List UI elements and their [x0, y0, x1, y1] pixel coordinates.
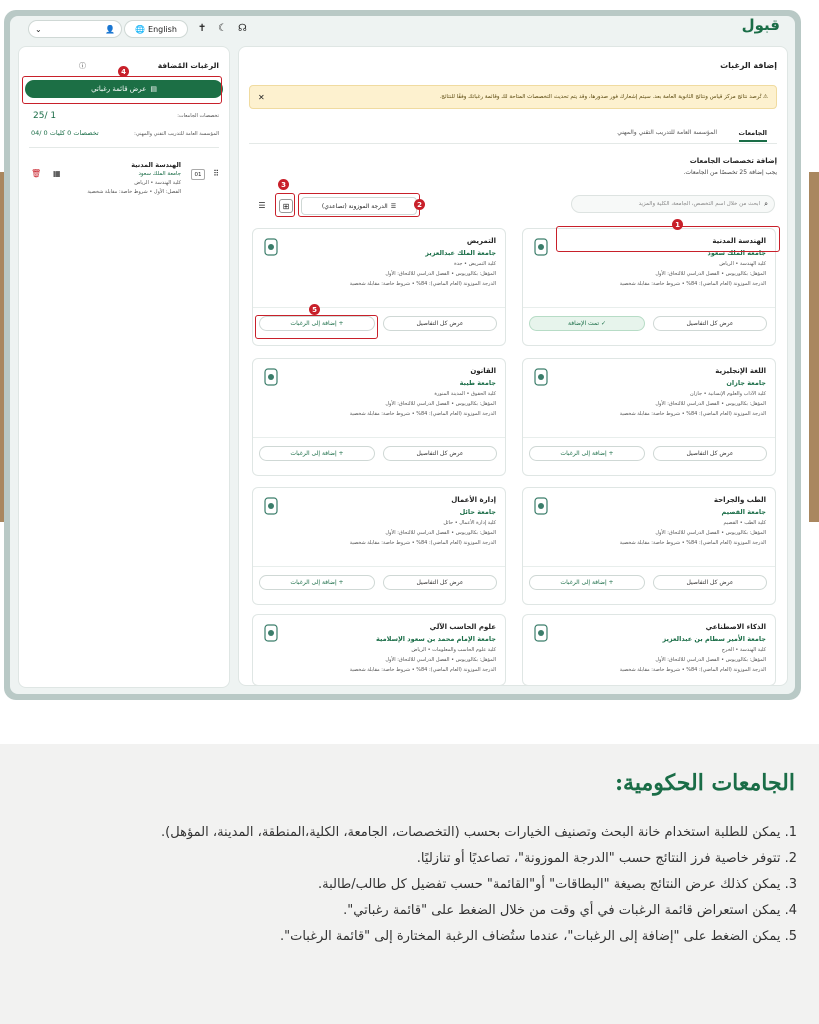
delete-icon[interactable]: 🗑 — [31, 169, 42, 178]
card-location: كلية إدارة الأعمال • حائل — [443, 520, 496, 526]
tvtc-count: تخصصات 0 كليات 0 /04 — [31, 129, 99, 137]
badge-2: 2 — [414, 199, 425, 210]
card-qualification: المؤهل: بكالوريوس • الفصل الدراسي للالتحاق: الأول — [385, 657, 496, 663]
list-icon: ▤ — [150, 85, 157, 93]
card-score: الدرجة الموزونة (العام الماضي): 84% • شروط خاصة: مقابلة شخصية — [619, 411, 766, 417]
dark-mode-icon[interactable]: ☾ — [218, 23, 227, 34]
badge-5: 5 — [309, 304, 320, 315]
instruction-item: 2. تتوفر خاصية فرز النتائج حسب "الدرجة الموزونة"، تصاعديًا أو تنازليًا. — [416, 851, 797, 866]
add-to-wishlist-button[interactable]: + إضافة إلى الرغبات — [259, 316, 375, 331]
card-university: جامعة جازان — [726, 379, 766, 387]
view-wishlist-button[interactable]: ▤ عرض قائمة رغباتي — [25, 80, 223, 98]
alert-text: ⚠ تُرصد نتائج مركز قياس ونتائج الثانوية العامة بعد. سيتم إشعارك فور صدورها، وقد يتم تحديث التخصصات المتاحة لك وقائمة رغباتك وفقًا للنتائج. — [439, 94, 768, 100]
close-icon[interactable]: ✕ — [258, 92, 265, 102]
card-university: جامعة الملك عبدالعزيز — [425, 249, 496, 257]
card-university: جامعة الأمير سطام بن عبدالعزيز — [662, 635, 766, 643]
instruction-item: 4. يمكن استعراض قائمة الرغبات في أي وقت من خلال الضغط على "قائمة رغباتي". — [343, 903, 797, 918]
instructions-section — [0, 744, 819, 1024]
search-input[interactable]: ⌕ ابحث من خلال اسم التخصص، الجامعة، الكلية والمزيد — [571, 195, 775, 213]
view-details-button[interactable]: عرض كل التفاصيل — [383, 575, 497, 590]
card-title: اللغة الإنجليزية — [715, 367, 766, 375]
card-location: كلية الهندسة • الخرج — [721, 647, 766, 653]
university-logo-icon — [263, 496, 279, 516]
card-qualification: المؤهل: بكالوريوس • الفصل الدراسي للالتحاق: الأول — [385, 530, 496, 536]
university-logo-icon — [263, 623, 279, 643]
university-logo-icon — [533, 367, 549, 387]
wishlist-item-meta: الفصل: الأول • شروط خاصة: مقابلة شخصية — [87, 189, 181, 195]
university-logo-icon — [263, 237, 279, 257]
badge-1: 1 — [672, 219, 683, 230]
highlight-2 — [298, 193, 420, 217]
rank-badge: 01 — [191, 169, 205, 180]
highlight-3 — [275, 193, 295, 217]
wishlist-sidebar — [18, 46, 230, 688]
alert-banner — [249, 85, 777, 109]
result-card — [522, 358, 776, 476]
drag-handle-icon[interactable]: ⠿ — [213, 169, 219, 178]
card-score: الدرجة الموزونة (العام الماضي): 84% • شروط خاصة: مقابلة شخصية — [619, 281, 766, 287]
highlight-1 — [556, 226, 780, 252]
card-location: كلية التمريض • جدة — [454, 261, 496, 267]
list-view-button[interactable]: ☰ — [258, 201, 266, 210]
wishlist-item-title: الهندسة المدنية — [131, 161, 181, 169]
logo: قبول — [741, 16, 780, 34]
language-button[interactable] — [124, 20, 188, 38]
tvtc-label: المؤسسة العامة للتدريب التقني والمهني: — [134, 131, 219, 137]
instruction-item: 5. يمكن الضغط على "إضافة إلى الرغبات"، عندما ستُضاف الرغبة المختارة إلى "قائمة الرغبات". — [279, 929, 797, 944]
card-score: الدرجة الموزونة (العام الماضي): 84% • شروط خاصة: مقابلة شخصية — [349, 411, 496, 417]
user-icon: 👤 — [105, 24, 115, 34]
view-details-button[interactable]: عرض كل التفاصيل — [383, 316, 497, 331]
view-details-button[interactable]: عرض كل التفاصيل — [653, 446, 767, 461]
view-details-button[interactable]: عرض كل التفاصيل — [383, 446, 497, 461]
tab-tvtc[interactable]: المؤسسة العامة للتدريب التقني والمهني — [617, 129, 717, 136]
card-university: جامعة الملك سعود — [707, 249, 766, 257]
result-card — [522, 614, 776, 686]
wishlist-item-uni: جامعة الملك سعود — [138, 171, 181, 177]
card-score: الدرجة الموزونة (العام الماضي): 84% • شروط خاصة: مقابلة شخصية — [619, 540, 766, 546]
highlight-4 — [22, 76, 222, 104]
card-score: الدرجة الموزونة (العام الماضي): 84% • شروط خاصة: مقابلة شخصية — [349, 667, 496, 673]
university-logo-icon — [533, 496, 549, 516]
card-title: الطب والجراحة — [713, 496, 766, 504]
card-university: جامعة الإمام محمد بن سعود الإسلامية — [376, 635, 496, 643]
view-details-button[interactable]: عرض كل التفاصيل — [653, 316, 767, 331]
wishlist-item[interactable] — [29, 159, 219, 207]
card-university: جامعة القصيم — [721, 508, 766, 516]
card-score: الدرجة الموزونة (العام الماضي): 84% • شروط خاصة: مقابلة شخصية — [349, 540, 496, 546]
highlight-5 — [255, 315, 378, 339]
globe-icon: 🌐 — [135, 24, 146, 34]
instructions-list — [14, 820, 797, 950]
calendar-icon[interactable]: ▦ — [53, 169, 61, 178]
card-qualification: المؤهل: بكالوريوس • الفصل الدراسي للالتحاق: الأول — [655, 271, 766, 277]
instructions-heading: الجامعات الحكومية: — [614, 770, 795, 796]
badge-4: 4 — [118, 66, 129, 77]
card-university: جامعة حائل — [459, 508, 496, 516]
add-to-wishlist-button[interactable]: + إضافة إلى الرغبات — [529, 446, 645, 461]
card-score: الدرجة الموزونة (العام الماضي): 84% • شروط خاصة: مقابلة شخصية — [619, 667, 766, 673]
result-card — [252, 614, 506, 686]
instruction-item: 1. يمكن للطلبة استخدام خانة البحث وتصنيف الخيارات بحسب (التخصصات، الجامعة، الكلية،المنطقة، المدينة، المؤهل). — [161, 825, 797, 840]
section-title: إضافة تخصصات الجامعات — [689, 157, 777, 165]
card-qualification: المؤهل: بكالوريوس • الفصل الدراسي للالتحاق: الأول — [385, 401, 496, 407]
sort-icon: ☰ — [390, 202, 397, 210]
card-location: كلية الحقوق • المدينة المنورة — [434, 391, 496, 397]
grid-view-button[interactable]: ⊞ — [279, 199, 293, 213]
card-title: الذكاء الاصطناعي — [705, 623, 766, 631]
card-qualification: المؤهل: بكالوريوس • الفصل الدراسي للالتحاق: الأول — [655, 401, 766, 407]
search-icon: ⌕ — [764, 199, 768, 208]
university-logo-icon — [533, 237, 549, 257]
card-title: التمريض — [466, 237, 496, 245]
card-location: كلية علوم الحاسب والمعلومات • الرياض — [411, 647, 496, 653]
result-card — [252, 487, 506, 605]
user-dropdown[interactable] — [28, 20, 122, 38]
card-qualification: المؤهل: بكالوريوس • الفصل الدراسي للالتحاق: الأول — [385, 271, 496, 277]
card-location: كلية الآداب والعلوم الإنسانية • جازان — [689, 391, 766, 397]
instruction-item: 3. يمكن كذلك عرض النتائج بصيغة "البطاقات" أو"القائمة" حسب تفضيل كل طالب/طالبة. — [317, 877, 797, 892]
university-logo-icon — [533, 623, 549, 643]
uni-count-label: تخصصات الجامعات: — [177, 113, 219, 119]
top-bar — [18, 14, 788, 46]
result-card — [252, 358, 506, 476]
card-title: إدارة الأعمال — [451, 496, 496, 504]
add-to-wishlist-button[interactable]: + إضافة إلى الرغبات — [259, 446, 375, 461]
page-title: إضافة الرغبات — [720, 61, 777, 70]
wishlist-item-loc: كلية الهندسة • الرياض — [134, 180, 181, 186]
sidebar-title: الرغبات المُضافة — [157, 61, 219, 70]
tab-universities[interactable]: الجامعات — [739, 129, 767, 142]
add-to-wishlist-button[interactable]: + إضافة إلى الرغبات — [259, 575, 375, 590]
section-subtitle: يجب إضافة 25 تخصصًا من الجامعات. — [683, 169, 777, 176]
card-title: علوم الحاسب الآلي — [429, 623, 496, 631]
support-icon[interactable]: ☊ — [238, 23, 247, 34]
sort-button[interactable]: ☰ الدرجة الموزونة (تصاعدي) — [301, 197, 417, 215]
accessibility-icon[interactable]: ✝ — [198, 23, 207, 34]
view-details-button[interactable]: عرض كل التفاصيل — [653, 575, 767, 590]
card-location: كلية الهندسة • الرياض — [719, 261, 766, 267]
card-title: الهندسة المدنية — [712, 237, 766, 245]
language-label: English — [148, 24, 177, 34]
add-to-wishlist-button[interactable]: + إضافة إلى الرغبات — [529, 575, 645, 590]
result-card — [522, 487, 776, 605]
badge-3: 3 — [278, 179, 289, 190]
uni-count: 25/ 1 — [33, 111, 57, 121]
card-location: كلية الطب • القصيم — [723, 520, 766, 526]
added-indicator[interactable]: ✓ تمت الإضافة — [529, 316, 645, 331]
university-logo-icon — [263, 367, 279, 387]
right-decor — [809, 172, 819, 522]
card-score: الدرجة الموزونة (العام الماضي): 84% • شروط خاصة: مقابلة شخصية — [349, 281, 496, 287]
chevron-down-icon: ⌄ — [35, 24, 42, 34]
info-icon: ⓘ — [79, 62, 86, 70]
card-qualification: المؤهل: بكالوريوس • الفصل الدراسي للالتحاق: الأول — [655, 657, 766, 663]
card-qualification: المؤهل: بكالوريوس • الفصل الدراسي للالتحاق: الأول — [655, 530, 766, 536]
card-university: جامعة طيبة — [459, 379, 496, 387]
card-title: القانون — [470, 367, 496, 375]
